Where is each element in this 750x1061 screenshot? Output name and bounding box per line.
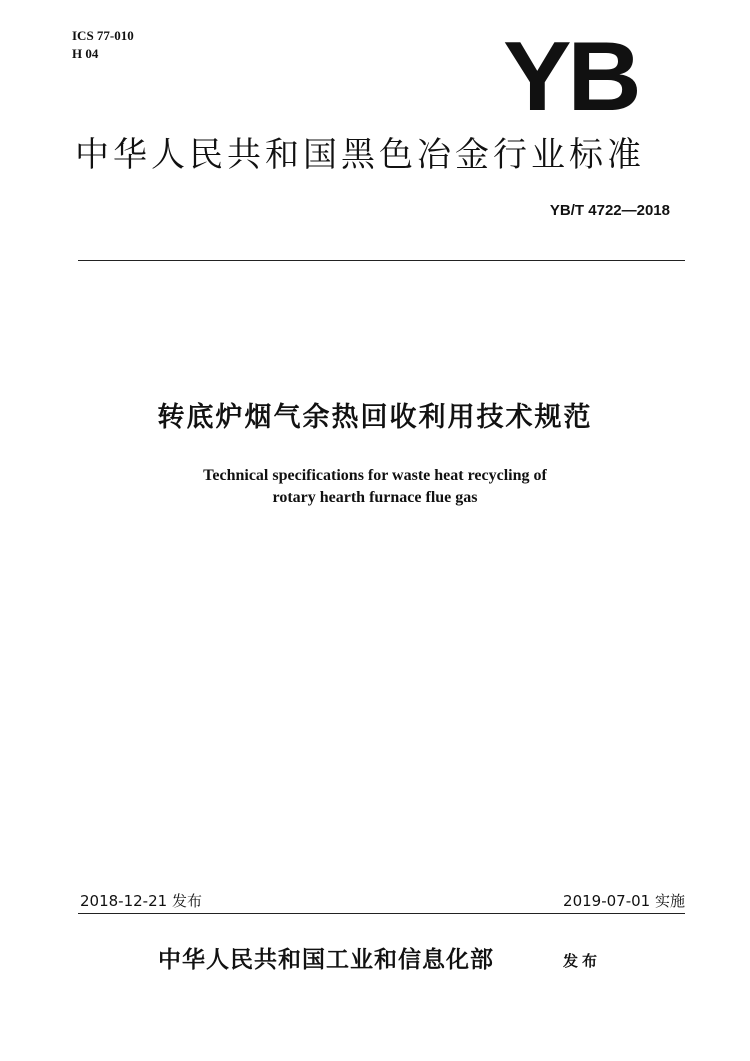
english-title-line-1: Technical specifications for waste heat recycling of: [203, 467, 547, 484]
document-title-chinese: 转底炉烟气余热回收利用技术规范: [157, 402, 593, 433]
issue-date: 2018-12-21 发布: [80, 892, 202, 910]
ministry-title: 中华人民共和国黑色冶金行业标准: [75, 135, 645, 175]
implementation-date: 2019-07-01 实施: [563, 892, 685, 910]
document-title-english: [0, 465, 750, 509]
header-divider: [78, 260, 685, 261]
ics-code: ICS 77-010: [72, 28, 134, 43]
standard-number: YB/T 4722—2018: [549, 202, 670, 219]
issue-label: 发布: [563, 952, 602, 970]
issuing-authority: 中华人民共和国工业和信息化部: [158, 946, 494, 973]
classification-codes: [72, 27, 134, 63]
english-title-line-2: rotary hearth furnace flue gas: [272, 489, 478, 506]
ccs-code: H 04: [72, 46, 99, 61]
footer-divider: [78, 913, 685, 914]
yb-logo: YB: [503, 21, 638, 131]
